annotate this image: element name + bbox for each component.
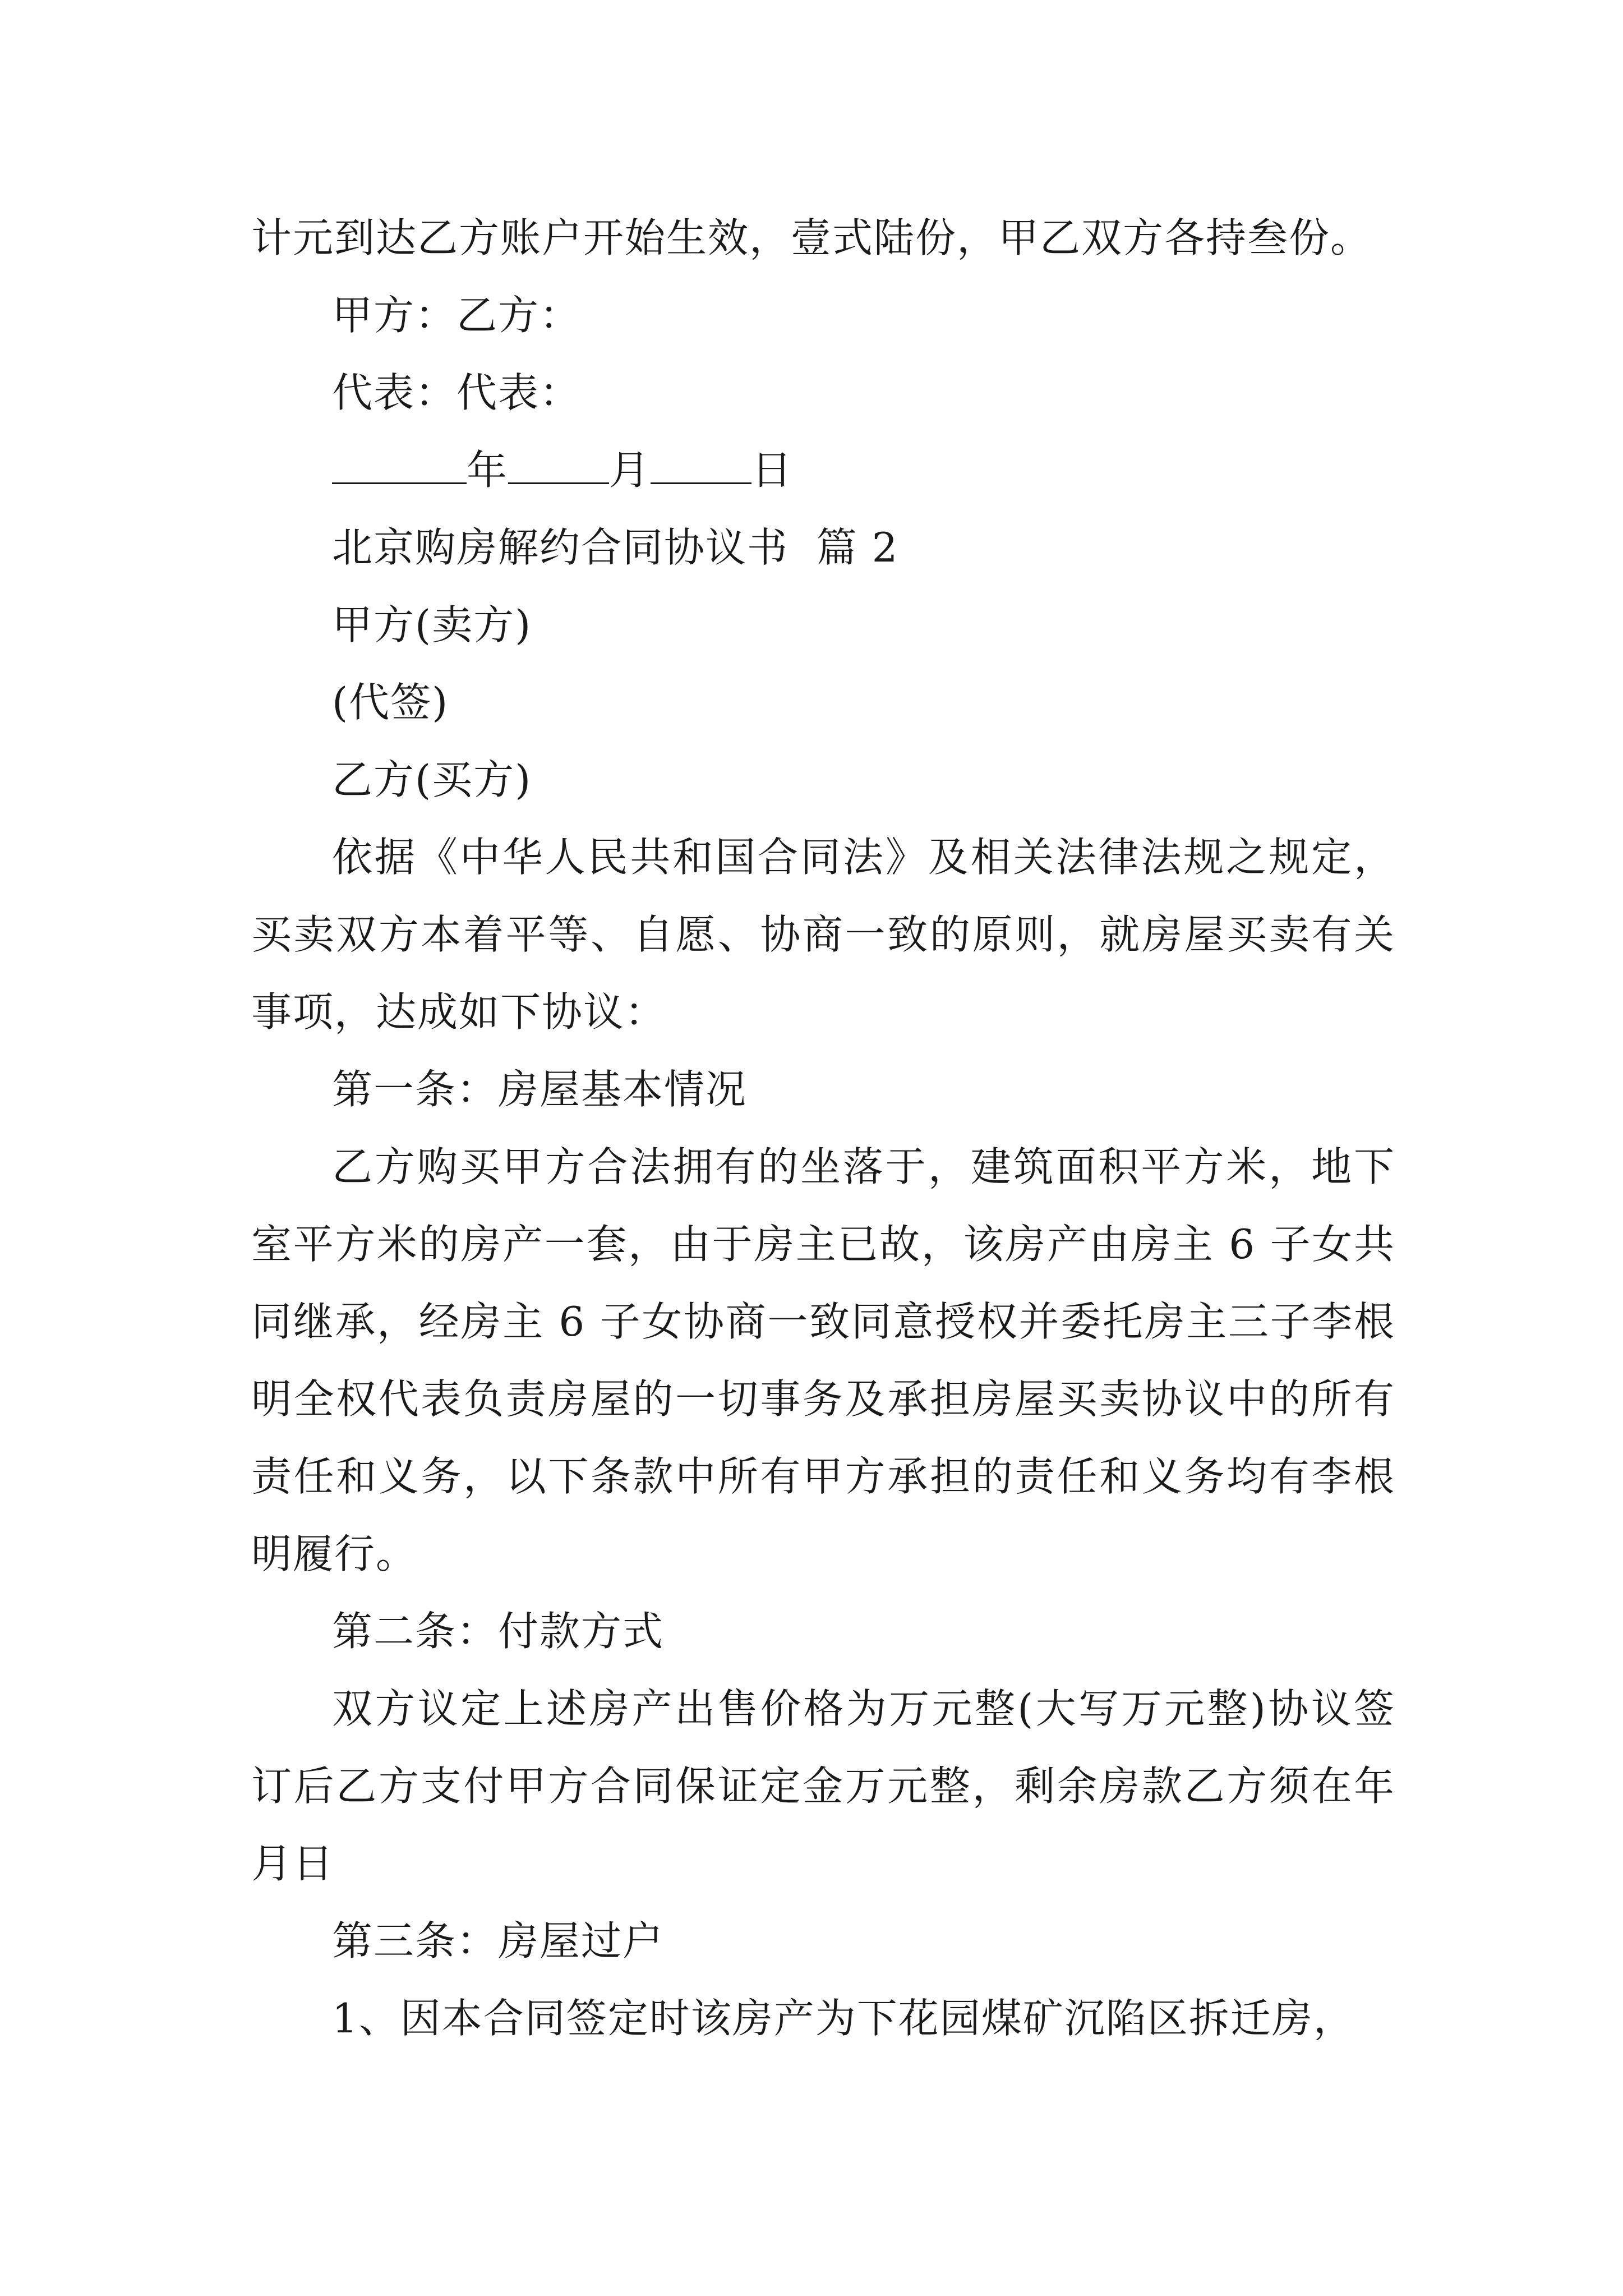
month-label: 月	[609, 447, 651, 494]
paragraph-transfer-clause-1: 1、因本合同签定时该房产为下花园煤矿沉陷区拆迁房，	[332, 1995, 1355, 2042]
paragraph-legal-basis: 依据《中华人民共和国合同法》及相关法律法规之规定，买卖双方本着平等、自愿、协商一致的原则，就房屋买卖有关事项，达成如下协议：	[251, 834, 1395, 1036]
article-3-heading: 第三条：房屋过户	[332, 1917, 665, 1964]
day-blank	[651, 446, 751, 484]
section-title: 北京购房解约合同协议书 篇 2	[332, 524, 899, 571]
signature-parties-line: 甲方：乙方：	[332, 292, 582, 339]
document-body	[251, 199, 1395, 2057]
party-a-label: 甲方(卖方)	[332, 601, 532, 648]
signature-representatives-line: 代表：代表：	[332, 369, 582, 416]
day-label: 日	[751, 447, 794, 494]
party-b-label: 乙方(买方)	[332, 756, 532, 803]
signature-date-line	[251, 431, 1395, 509]
month-blank	[508, 446, 609, 484]
proxy-sign-label: (代签)	[332, 679, 449, 726]
paragraph-payment: 双方议定上述房产出售价格为万元整(大写万元整)协议签订后乙方支付甲方合同保证定金万元整，剩余房款乙方须在年月日	[251, 1685, 1395, 1887]
article-1-heading: 第一条：房屋基本情况	[332, 1066, 748, 1113]
article-2-heading: 第二条：付款方式	[332, 1608, 665, 1655]
year-label: 年	[467, 447, 509, 494]
year-blank	[332, 446, 467, 484]
paragraph-effective-clause: 计元到达乙方账户开始生效，壹式陆份，甲乙双方各持叁份。	[251, 214, 1372, 261]
paragraph-property-info: 乙方购买甲方合法拥有的坐落于，建筑面积平方米，地下室平方米的房产一套，由于房主已故，该房产由房主 6 子女共同继承，经房主 6 子女协商一致同意授权并委托房主三子李根明全权代表负责房屋的一切事务及承担房屋买卖协议中的所有责任和义务，以下条款中所有甲方承担的责任和义务均有李根明履行。	[251, 1143, 1395, 1577]
